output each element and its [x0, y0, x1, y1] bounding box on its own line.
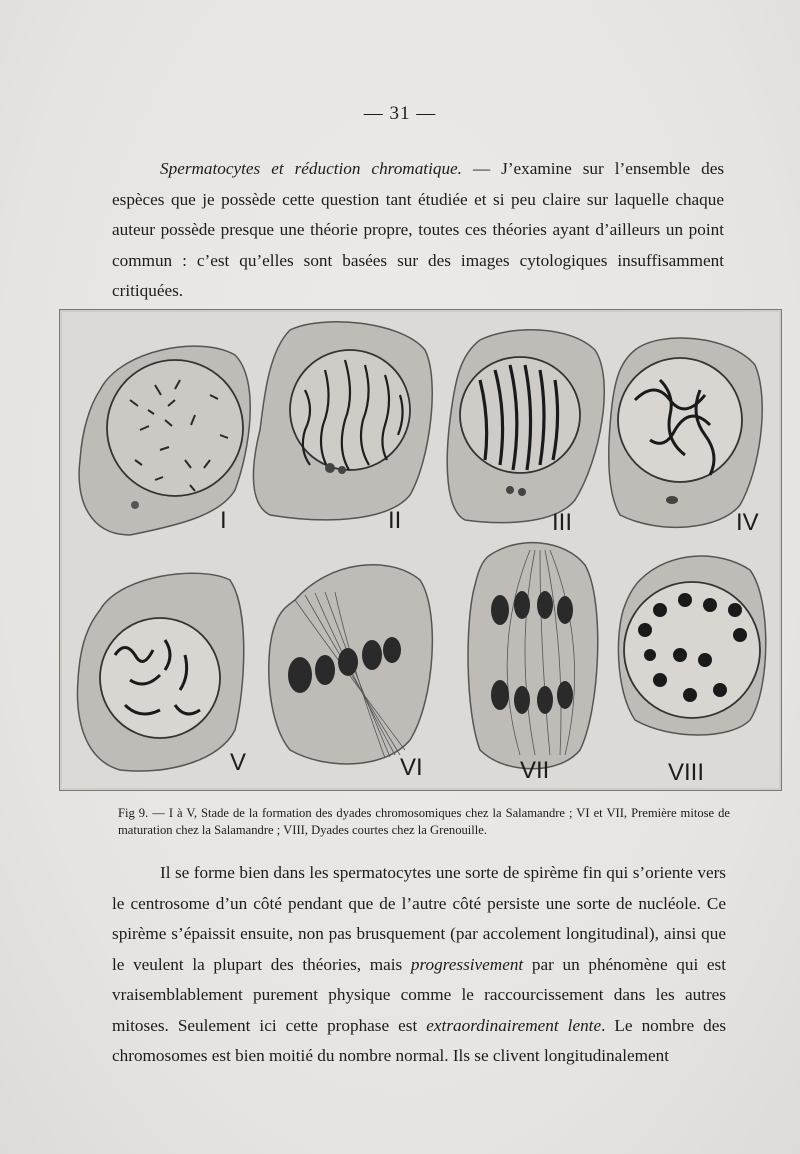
body-italic-2: extraordinairement lente — [426, 1015, 602, 1035]
body-text-3: . Le nombre des chromosomes est bien moitié du nombre normal. Ils se clivent longitudinalement — [112, 1015, 727, 1065]
cell-drawings — [60, 310, 781, 790]
panel-label-I: I — [220, 507, 227, 534]
cell-III-drawing — [447, 330, 604, 523]
panel-label-VII: VII — [520, 757, 550, 784]
panel-label-VIII: VIII — [668, 759, 705, 786]
page-number: — 31 — — [363, 103, 437, 124]
cell-VII-drawing — [468, 543, 598, 769]
cell-IV-drawing — [609, 338, 762, 527]
cell-II-drawing — [253, 322, 432, 520]
panel-label-V: V — [230, 749, 247, 776]
figure-9-plate — [59, 309, 782, 791]
panel-label-IV: IV — [736, 509, 759, 536]
body-text-1: Il se forme bien dans les spermatocytes une sorte de spirème fin qui s’oriente vers le centrosome d’un côté pendant que de l’autre côté persiste une sorte de nucléole. Ce spirème s’épaissit ensuite, non pas brusquement (par accolement longitudinal), ainsi que le veulent la plupart des théories, mais — [112, 863, 726, 974]
cell-VIII-drawing — [618, 556, 765, 735]
body-text-2: par un phénomène qui est vraisemblablement purement physique comme le raccourcissement dans les autres mitoses. Seulement ici cette prophase est — [112, 954, 726, 1035]
intro-paragraph — [112, 154, 724, 307]
cell-VI-drawing — [269, 565, 433, 764]
figure-caption: Fig 9. — I à V, Stade de la formation des dyades chromosomiques chez la Salamandre ; VI et VII, Première mitose de maturation chez la Salamandre ; VIII, Dyades courtes chez la Grenouille. — [118, 806, 730, 837]
intro-paragraph-text: — J’examine sur l’ensemble des espèces que je possède cette question tant étudiée et si peu claire sur laquelle chaque auteur possède presque une théorie propre, toutes ces théories ayant d’ailleurs un point commun : c’est qu’elles sont basées sur des images cytologiques insuffisamment critiquées. — [112, 159, 725, 300]
panel-label-VI: VI — [400, 754, 423, 781]
section-heading: Spermatocytes et réduction chromatique. — [160, 159, 462, 178]
panel-label-II: II — [388, 507, 402, 534]
body-italic-1: progressivement — [410, 954, 524, 974]
body-paragraph — [112, 858, 726, 1072]
panel-label-III: III — [552, 509, 573, 536]
cell-V-drawing — [77, 573, 243, 771]
